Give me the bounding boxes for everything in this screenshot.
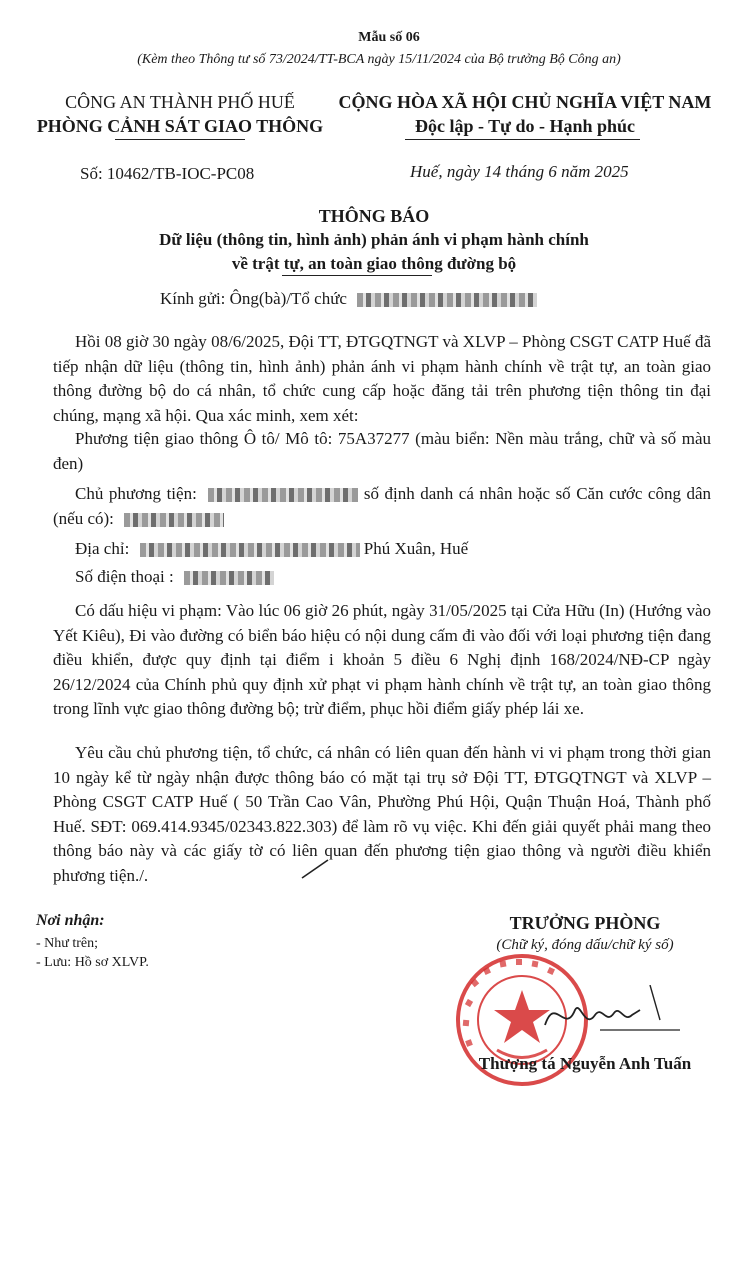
address-label: Địa chỉ: xyxy=(75,539,130,558)
form-reference: (Kèm theo Thông tư số 73/2024/TT-BCA ngày 15/11/2024 của Bộ trưởng Bộ Công an) xyxy=(137,52,621,67)
salutation-text: Kính gửi: Ông(bà)/Tổ chức xyxy=(160,289,347,308)
paragraph-owner xyxy=(53,482,711,531)
recipient-item: - Như trên; xyxy=(36,936,99,951)
agency-name: PHÒNG CẢNH SÁT GIAO THÔNG xyxy=(36,116,324,136)
handwritten-signature-icon xyxy=(540,985,680,1045)
redacted-phone xyxy=(184,571,274,585)
paragraph-violation: Có dấu hiệu vi phạm: Vào lúc 06 giờ 26 phút, ngày 31/05/2025 tại Cửa Hữu (In) (Hướng vào Yết Kiêu), Đi vào đường có biển báo hiệu có nội dung cấm đi vào đối với loại phương tiện đang điều khiển, được quy định tại điểm i khoản 5 điều 6 Nghị định 168/2024/NĐ-CP ngày 26/12/2024 của Chính phủ quy định xử phạt vi phạm hành chính về trật tự, an toàn giao thông trong lĩnh vực giao thông đường bộ; trừ điểm, phục hồi điểm giấy phép lái xe. xyxy=(53,601,711,718)
nation-title: CỘNG HÒA XÃ HỘI CHỦ NGHĨA VIỆT NAM xyxy=(338,92,712,112)
paragraph-phone xyxy=(53,565,711,590)
paragraph-vehicle: Phương tiện giao thông Ô tô/ Mô tô: 75A37277 (màu biển: Nền màu trắng, chữ và số màu đen) xyxy=(53,429,711,473)
paragraph-address xyxy=(53,537,711,562)
salutation xyxy=(160,289,537,309)
motto-underline xyxy=(405,139,640,140)
recipients-heading: Nơi nhận: xyxy=(36,912,105,929)
document-date: Huế, ngày 14 tháng 6 năm 2025 xyxy=(410,162,629,181)
paragraph-request: Yêu cầu chủ phương tiện, tổ chức, cá nhân có liên quan đến hành vi vi phạm trong thời gian 10 ngày kể từ ngày nhận được thông báo có mặt tại trụ sở Đội TT, ĐTGQTNGT và XLVP – Phòng CSGT CATP Huế ( 50 Trần Cao Vân, Phường Phú Hội, Quận Thuận Hoá, Thành phố Huế. SĐT: 069.414.9345/02343.822.303) để làm rõ vụ việc. Khi đến giải quyết phải mang theo thông báo này và các giấy tờ có liên quan đến phương tiện giao thông và người điều khiển phương tiện./. xyxy=(53,743,711,885)
form-number: Mẫu số 06 xyxy=(358,30,420,45)
redacted-recipient xyxy=(357,293,537,307)
nation-motto: Độc lập - Tự do - Hạnh phúc xyxy=(414,116,636,136)
owner-tail: số định danh cá nhân hoặc số Căn cước công dân (nếu có): xyxy=(53,484,712,528)
signer-title: TRƯỞNG PHÒNG xyxy=(509,913,661,933)
document-number: Số: 10462/TB-IOC-PC08 xyxy=(80,164,255,183)
address-tail: Phú Xuân, Huế xyxy=(363,539,469,558)
agency-underline xyxy=(115,139,245,140)
redacted-owner-name xyxy=(208,488,358,502)
signer-name: Thượng tá Nguyễn Anh Tuấn xyxy=(478,1054,692,1073)
end-mark-icon xyxy=(298,858,338,882)
redacted-address xyxy=(140,543,360,557)
document-subtitle-1: Dữ liệu (thông tin, hình ảnh) phản ánh vi phạm hành chính xyxy=(159,230,589,249)
signature-note: (Chữ ký, đóng dấu/chữ ký số) xyxy=(496,937,674,953)
redacted-id-number xyxy=(124,513,224,527)
agency-parent: CÔNG AN THÀNH PHỐ HUẾ xyxy=(65,92,295,112)
recipient-item: - Lưu: Hồ sơ XLVP. xyxy=(36,955,149,970)
title-underline xyxy=(282,275,432,276)
phone-label: Số điện thoại : xyxy=(75,567,174,586)
document-subtitle-2: về trật tự, an toàn giao thông đường bộ xyxy=(231,254,517,273)
document-title: THÔNG BÁO xyxy=(318,206,430,226)
paragraph-intro: Hồi 08 giờ 30 ngày 08/6/2025, Đội TT, ĐTGQTNGT và XLVP – Phòng CSGT CATP Huế đã tiếp nhận dữ liệu (thông tin, hình ảnh) phản ánh vi phạm hành chính về trật tự, an toàn giao thông đường bộ do cá nhân, tổ chức cung cấp hoặc đăng tải trên phương tiện thông tin đại chúng, mạng xã hội. Qua xác minh, xem xét: xyxy=(53,332,711,425)
owner-label: Chủ phương tiện: xyxy=(75,484,197,503)
